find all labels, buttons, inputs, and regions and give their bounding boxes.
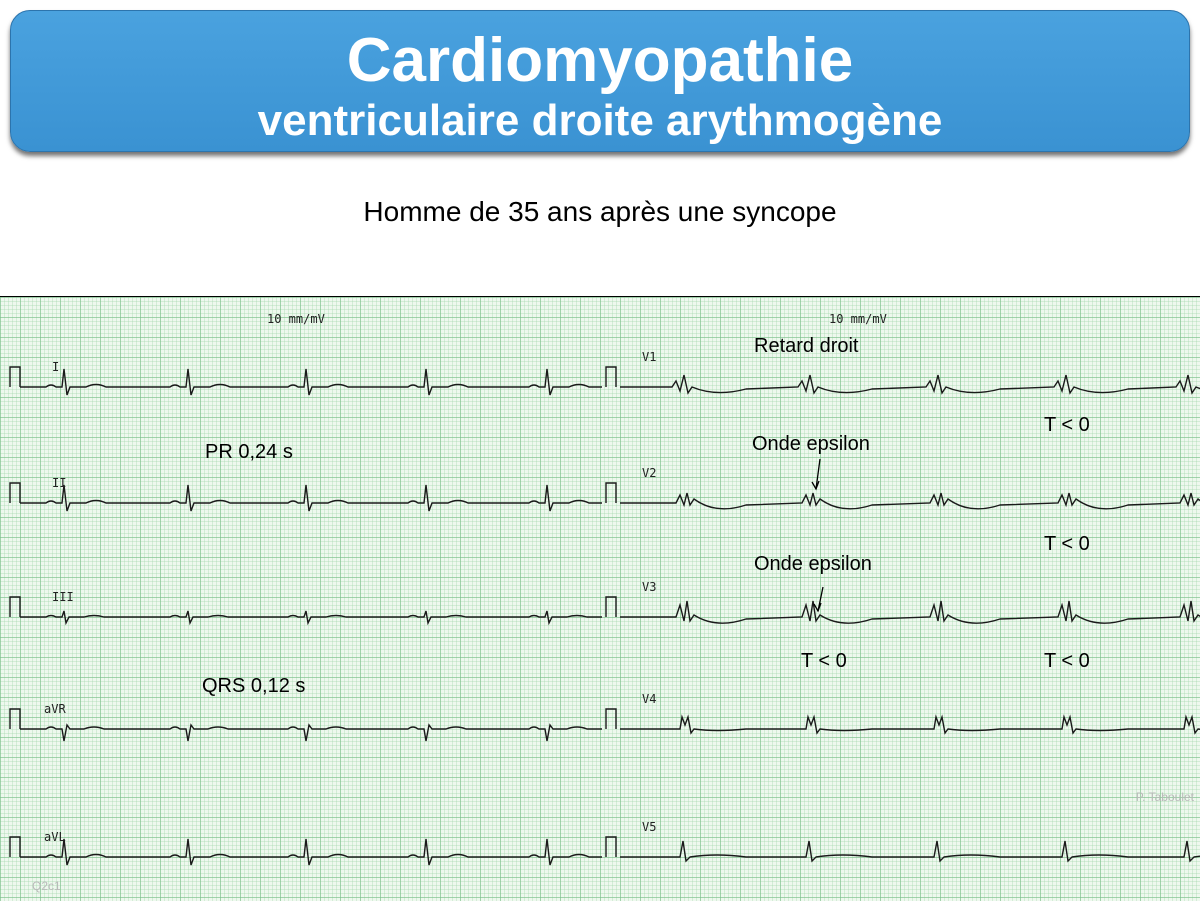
calibration-label-right: 10 mm/mV <box>829 312 887 326</box>
ecg-trace-avl <box>10 837 602 865</box>
ecg-trace-v3 <box>606 597 1200 623</box>
lead-label-ii: II <box>52 476 67 490</box>
lead-label-avr: aVR <box>44 702 66 716</box>
t-negative-v3-right: T < 0 <box>1044 650 1090 672</box>
ecg-trace-v4 <box>606 709 1200 733</box>
pr-annotation: PR 0,24 s <box>205 441 293 463</box>
page-subtitle: ventriculaire droite arythmogène <box>257 96 943 145</box>
lead-label-v5: V5 <box>642 820 657 834</box>
epsilon-v2-annotation: Onde epsilon <box>752 433 870 455</box>
lead-label-iii: III <box>52 590 74 604</box>
lead-label-v3: V3 <box>642 580 657 594</box>
lead-label-v2: V2 <box>642 466 657 480</box>
ecg-trace-v1 <box>606 367 1200 393</box>
epsilon-v2-arrow-head <box>812 481 819 489</box>
epsilon-v3-arrow-head <box>814 603 821 611</box>
ecg-traces <box>0 297 1200 901</box>
ecg-trace-iii <box>10 597 602 623</box>
t-negative-v3-mid: T < 0 <box>801 650 847 672</box>
ecg-trace-ii <box>10 483 602 511</box>
t-negative-v1: T < 0 <box>1044 414 1090 436</box>
retard-droit-annotation: Retard droit <box>754 335 859 357</box>
title-banner <box>10 10 1190 152</box>
qrs-annotation: QRS 0,12 s <box>202 675 306 697</box>
page-title: Cardiomyopathie <box>346 26 854 95</box>
lead-label-avl: aVL <box>44 830 66 844</box>
calibration-label-left: 10 mm/mV <box>267 312 325 326</box>
ecg-trace-avr <box>10 709 602 741</box>
ecg-trace-v5 <box>606 837 1200 861</box>
figure-code: Q2c1 <box>32 879 61 893</box>
lead-label-v1: V1 <box>642 350 657 364</box>
lead-label-v4: V4 <box>642 692 657 706</box>
case-description: Homme de 35 ans après une syncope <box>363 196 837 227</box>
author-credit: P. Taboulet <box>1135 790 1194 804</box>
ecg-strip <box>0 296 1200 901</box>
lead-label-i: I <box>52 360 60 374</box>
ecg-trace-v2 <box>606 483 1200 509</box>
ecg-trace-i <box>10 367 602 395</box>
t-negative-v2: T < 0 <box>1044 533 1090 555</box>
epsilon-v3-annotation: Onde epsilon <box>754 553 872 575</box>
